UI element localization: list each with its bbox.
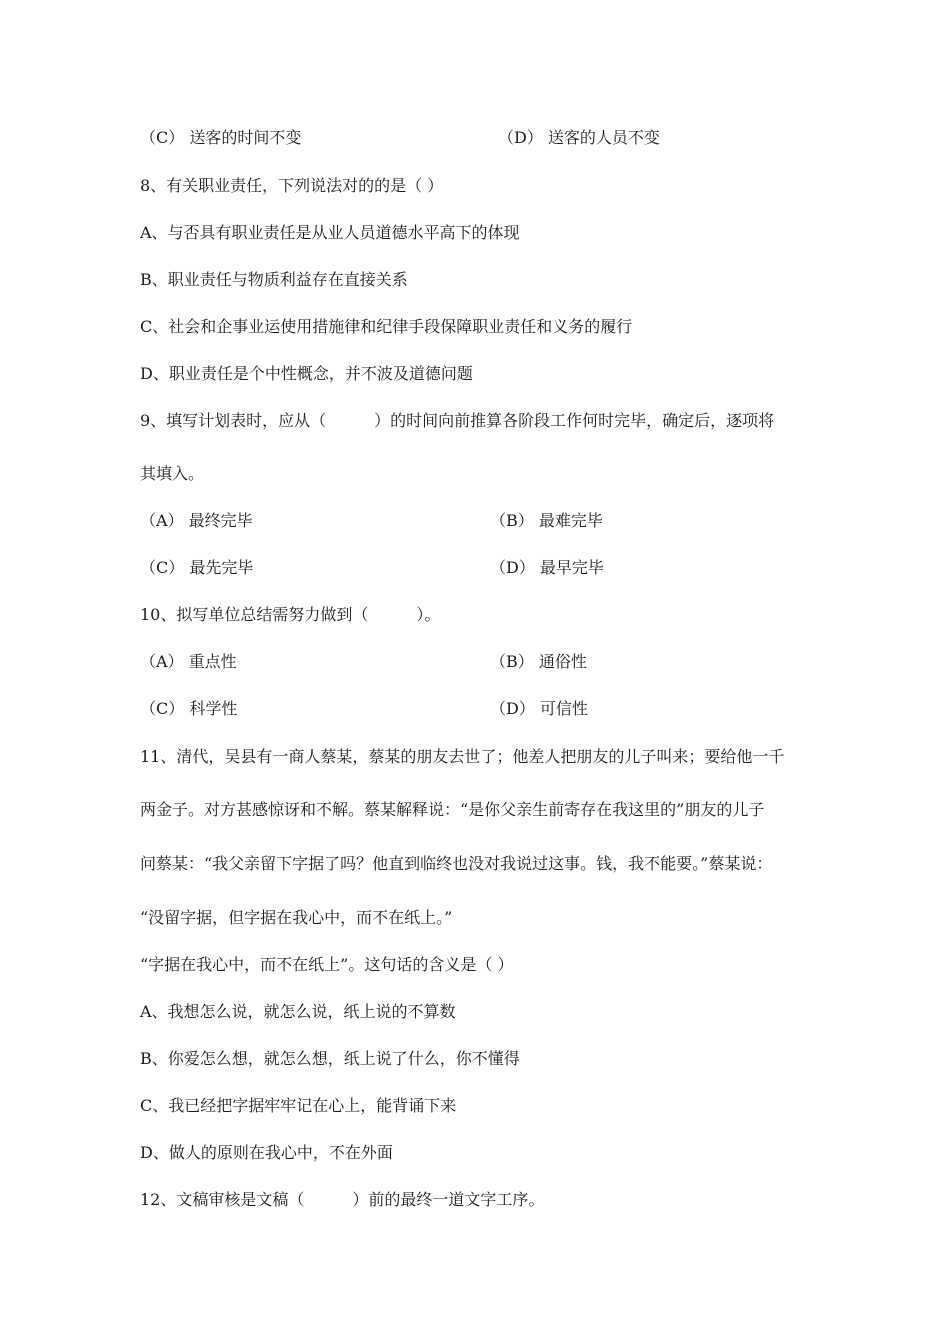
q11-option-c: C、我已经把字据牢牢记在心上，能背诵下来 — [140, 1096, 457, 1115]
q10-option-d: （D） 可信性 — [490, 699, 588, 718]
q11-option-a: A、我想怎么说，就怎么说，纸上说的不算数 — [140, 1002, 456, 1021]
q8-option-b: B、职业责任与物质利益存在直接关系 — [140, 270, 408, 289]
q11-stem-line3: 问蔡某：“我父亲留下字据了吗？他直到临终也没对我说过这事。钱，我不能要。”蔡某说： — [140, 854, 773, 873]
q11-stem-line1: 11、清代，吴县有一商人蔡某，蔡某的朋友去世了；他差人把朋友的儿子叫来；要给他一千 — [140, 747, 785, 766]
q11-stem-line5: “字据在我心中，而不在纸上”。这句话的含义是（ ） — [140, 955, 514, 974]
q8-option-d: D、职业责任是个中性概念，并不波及道德问题 — [140, 364, 473, 383]
q9-option-c: （C） 最先完毕 — [140, 558, 254, 577]
q9-stem-line1: 9、填写计划表时，应从（ ）的时间向前推算各阶段工作何时完毕，确定后，逐项将 — [140, 411, 775, 430]
q10-option-a: （A） 重点性 — [140, 652, 237, 671]
q9-option-b: （B） 最难完毕 — [490, 511, 603, 530]
q8-option-a: A、与否具有职业责任是从业人员道德水平高下的体现 — [140, 223, 520, 242]
q11-stem-line4: “没留字据，但字据在我心中，而不在纸上。” — [140, 908, 453, 927]
q10-option-b: （B） 通俗性 — [490, 652, 587, 671]
q11-option-d: D、做人的原则在我心中，不在外面 — [140, 1143, 393, 1162]
q10-option-c: （C） 科学性 — [140, 699, 238, 718]
q9-option-a: （A） 最终完毕 — [140, 511, 253, 530]
q9-stem-line2: 其填入。 — [140, 464, 205, 483]
q9-option-d: （D） 最早完毕 — [490, 558, 604, 577]
q11-option-b: B、你爱怎么想，就怎么想，纸上说了什么，你不懂得 — [140, 1049, 520, 1068]
q7-option-c: （C） 送客的时间不变 — [140, 128, 302, 147]
q7-option-d: （D） 送客的人员不变 — [498, 128, 660, 147]
q8-stem: 8、有关职业责任，下列说法对的的是（ ） — [140, 176, 444, 195]
q12-stem: 12、文稿审核是文稿（ ）前的最终一道文字工序。 — [140, 1190, 545, 1209]
q11-stem-line2: 两金子。对方甚感惊讶和不解。蔡某解释说：“是你父亲生前寄存在我这里的”朋友的儿子 — [140, 800, 765, 819]
q8-option-c: C、社会和企事业运使用措施律和纪律手段保障职业责任和义务的履行 — [140, 317, 633, 336]
q10-stem: 10、拟写单位总结需努力做到（ ）。 — [140, 605, 441, 624]
